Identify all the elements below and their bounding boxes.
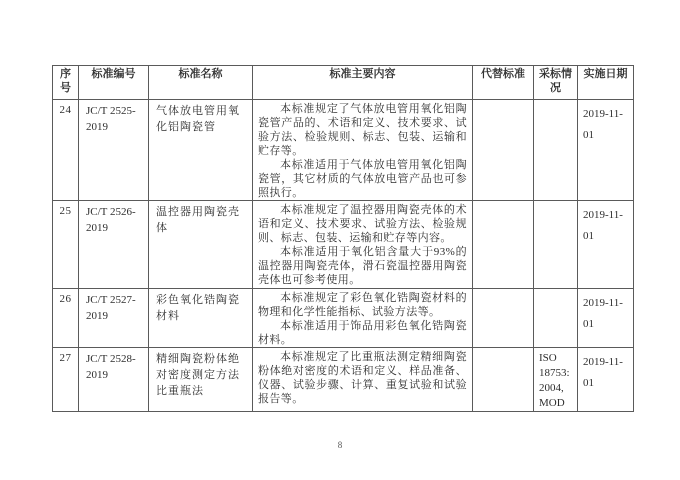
cell-adoption-status <box>534 289 578 348</box>
cell-replaced-standard <box>473 100 534 201</box>
cell-standard-code: JC/T 2528-2019 <box>79 348 149 412</box>
content-paragraph: 本标准适用于饰品用彩色氧化锆陶瓷材料。 <box>258 320 467 346</box>
content-paragraph: 本标准规定了彩色氧化锆陶瓷材料的物理和化学性能指标、试验方法等。 <box>258 292 467 318</box>
cell-seq: 24 <box>53 100 79 201</box>
table-row <box>53 100 634 201</box>
header-standard-name: 标准名称 <box>149 66 253 100</box>
table-row <box>53 348 634 412</box>
content-paragraph: 本标准规定了比重瓶法测定精细陶瓷粉体绝对密度的术语和定义、样品准备、仪器、试验步骤、计算、重复试验和试验报告等。 <box>258 351 467 405</box>
cell-seq: 25 <box>53 201 79 289</box>
cell-adoption-status: ISO 18753: 2004, MOD <box>534 348 578 412</box>
cell-replaced-standard <box>473 348 534 412</box>
cell-implementation-date: 2019-11-01 <box>578 100 634 201</box>
cell-seq: 26 <box>53 289 79 348</box>
cell-implementation-date: 2019-11-01 <box>578 289 634 348</box>
cell-adoption-status <box>534 100 578 201</box>
cell-standard-name: 精细陶瓷粉体绝对密度测定方法 比重瓶法 <box>149 348 253 412</box>
cell-main-content <box>253 100 473 201</box>
standards-table <box>52 65 634 412</box>
cell-adoption-status <box>534 201 578 289</box>
cell-implementation-date: 2019-11-01 <box>578 201 634 289</box>
table-row <box>53 201 634 289</box>
content-paragraph: 本标准适用于氧化铝含量大于93%的温控器用陶瓷壳体，滑石瓷温控器用陶瓷壳体也可参考使用。 <box>258 246 467 286</box>
header-standard-code: 标准编号 <box>79 66 149 100</box>
header-adoption-status: 采标情况 <box>534 66 578 100</box>
table-header-row <box>53 66 634 100</box>
table-row <box>53 289 634 348</box>
cell-standard-code: JC/T 2525-2019 <box>79 100 149 201</box>
cell-standard-name: 气体放电管用氧化铝陶瓷管 <box>149 100 253 201</box>
cell-replaced-standard <box>473 201 534 289</box>
cell-standard-code: JC/T 2527-2019 <box>79 289 149 348</box>
header-replaced-standard: 代替标准 <box>473 66 534 100</box>
cell-seq: 27 <box>53 348 79 412</box>
header-implementation-date: 实施日期 <box>578 66 634 100</box>
content-paragraph: 本标准规定了气体放电管用氧化铝陶瓷管产品的、术语和定义、技术要求、试验方法、检验规则、标志、包装、运输和贮存等。 <box>258 103 467 157</box>
cell-implementation-date: 2019-11-01 <box>578 348 634 412</box>
cell-replaced-standard <box>473 289 534 348</box>
cell-standard-name: 温控器用陶瓷壳体 <box>149 201 253 289</box>
cell-standard-code: JC/T 2526-2019 <box>79 201 149 289</box>
cell-main-content <box>253 348 473 412</box>
page-number: 8 <box>337 440 343 450</box>
cell-standard-name: 彩色氧化锆陶瓷材料 <box>149 289 253 348</box>
cell-main-content <box>253 289 473 348</box>
header-seq: 序号 <box>53 66 79 100</box>
cell-main-content <box>253 201 473 289</box>
header-main-content: 标准主要内容 <box>253 66 473 100</box>
content-paragraph: 本标准规定了温控器用陶瓷壳体的术语和定义、技术要求、试验方法、检验规则、标志、包装、运输和贮存等内容。 <box>258 204 467 244</box>
content-paragraph: 本标准适用于气体放电管用氧化铝陶瓷管，其它材质的气体放电管产品也可参照执行。 <box>258 159 467 199</box>
